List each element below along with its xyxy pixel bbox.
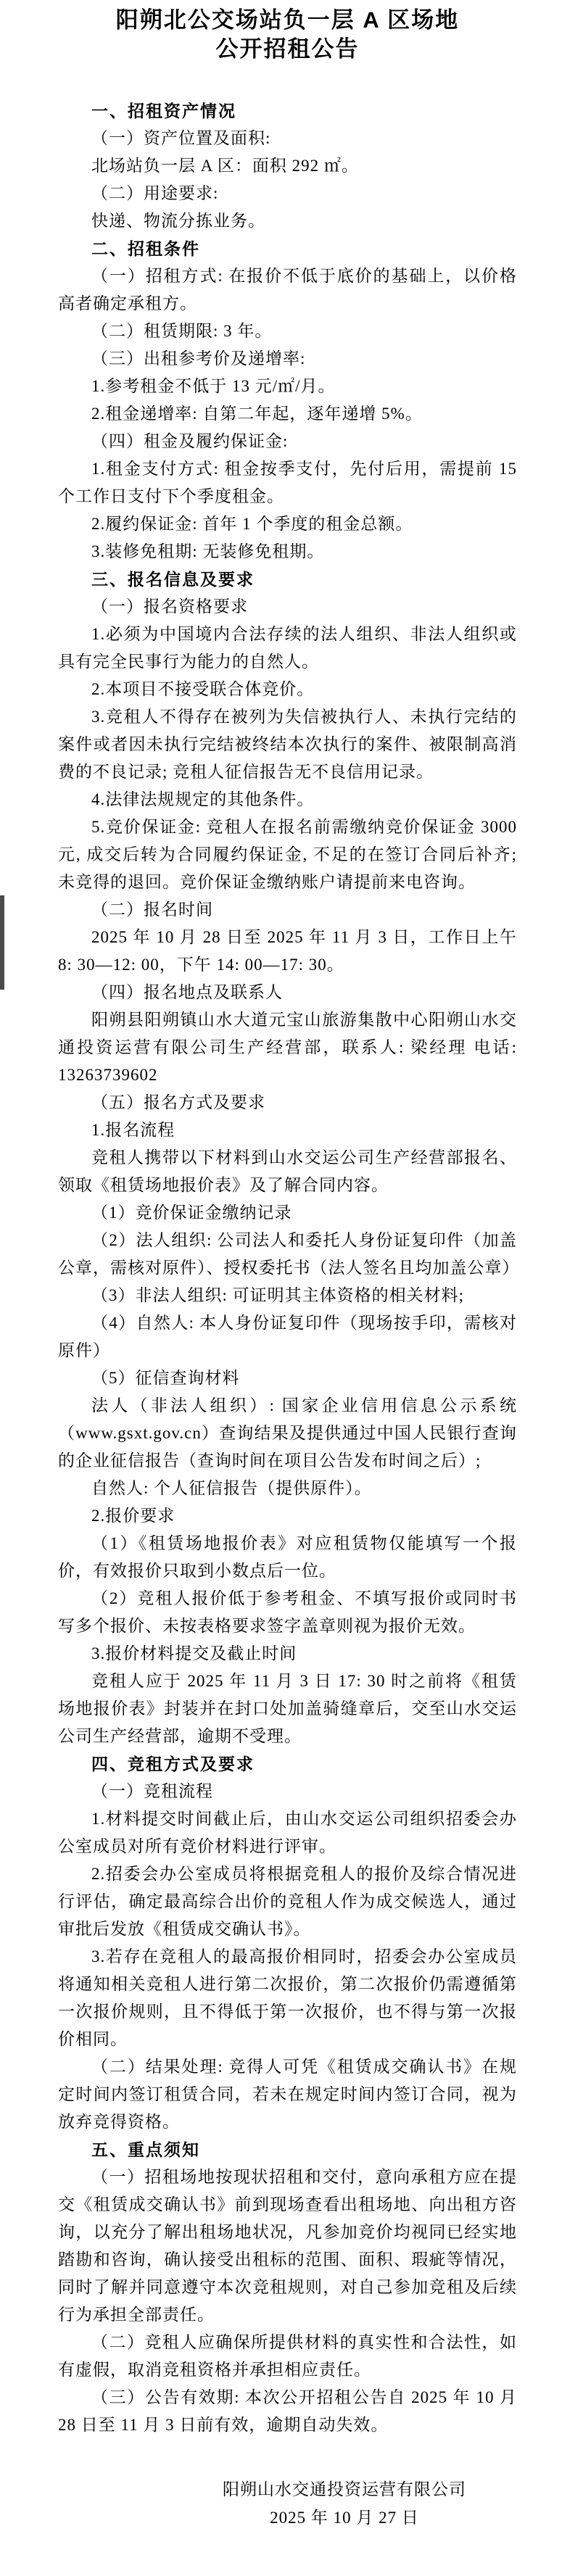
paragraph: 3.报价材料提交及截止时间 (91, 1644, 297, 1662)
paragraph: 竞租人应于 2025 年 11 月 3 日 17: 30 时之前将《租赁场地报价表》封装并在封口处加盖骑缝章后，交至山水交运公司生产经营部，逾期不受理。 (58, 1672, 517, 1745)
page-title (0, 0, 575, 64)
paragraph: 3.竞租人不得存在被列为失信被执行人、未执行完结的案件或者因未执行完结被终结本次执行的案件、被限制高消费的不良记录; 竞租人征信报告无不良信用记录。 (58, 708, 517, 781)
section-heading: 一、招租资产情况 (91, 102, 236, 120)
paragraph: 自然人: 个人征信报告（提供原件）。 (91, 1479, 372, 1497)
paragraph: 2.履约保证金: 首年 1 个季度的租金总额。 (91, 515, 413, 533)
paragraph: （2）竞租人报价低于参考租金、不填写报价或同时书写多个报价、未按表格要求签字盖章则视为报价无效。 (58, 1589, 517, 1635)
paragraph: 1.材料提交时间截止后，由山水交运公司组织招委会办公室成员对所有竞价材料进行评审。 (58, 1810, 517, 1855)
paragraph: （2）法人组织: 公司法人和委托人身份证复印件（加盖公章，需核对原件）、授权委托书（法人签名且均加盖公章） (58, 1231, 520, 1277)
paragraph: 4.法律法规规定的其他条件。 (91, 790, 315, 808)
paragraph: （四）报名地点及联系人 (91, 983, 283, 1001)
paragraph: （二）用途要求: (91, 184, 219, 202)
page-title-line2: 公开招租公告 (215, 36, 360, 62)
paragraph: （一）资产位置及面积: (91, 129, 271, 147)
paragraph: （二）租赁期限: 3 年。 (91, 322, 273, 340)
paragraph: 5.竞价保证金: 竞租人在报名前需缴纳竞价保证金 3000 元, 成交后转为合同履约保证金, 不足的在签订合同后补齐; 未竞得的退回。竞价保证金缴纳账户请提前来电咨询。 (58, 818, 517, 891)
paragraph: 1.租金支付方式: 租金按季支付，先付后用，需提前 15 个工作日支付下个季度租金。 (58, 460, 517, 505)
paragraph: （二）结果处理: 竞得人可凭《租赁成交确认书》在规定时间内签订租赁合同，若未在规定时间内签订合同，视为放弃竞得资格。 (58, 2058, 517, 2131)
paragraph: （一）报名资格要求 (91, 597, 248, 616)
section-heading: 二、招租条件 (91, 239, 200, 258)
scrollbar-thumb[interactable] (0, 895, 4, 990)
paragraph: 竞租人携带以下材料到山水交运公司生产经营部报名、领取《租赁场地报价表》及了解合同内容。 (58, 1148, 517, 1194)
document-body (58, 97, 520, 2439)
signature-block (223, 2475, 466, 2532)
paragraph: （五）报名方式及要求 (91, 1093, 265, 1111)
paragraph: （一）招租场地按现状招租和交付，意向承租方应在提交《租赁成交确认书》前到现场查看出租场地、向出租方咨询，以充分了解出租场地状况，凡参加竞价均视同已经实地踏勘和咨询，确认接受出租标的范围、面积、瑕疵等情况，同时了解并同意遵守本次竞租规则，对自己参加竞租及后续行为承担全部责任。 (58, 2168, 517, 2324)
paragraph: 2.报价要求 (91, 1507, 175, 1525)
paragraph: 1.报名流程 (91, 1121, 175, 1139)
paragraph: 阳朔县阳朔镇山水大道元宝山旅游集散中心阳朔山水交通投资运营有限公司生产经营部，联系人: 梁经理 电话: 13263739602 (58, 1011, 517, 1084)
paragraph: （二）报名时间 (91, 900, 213, 919)
paragraph: 1.必须为中国境内合法存续的法人组织、非法人组织或具有完全民事行为能力的自然人。 (58, 625, 517, 671)
paragraph: （1）竞价保证金缴纳记录 (91, 1204, 292, 1222)
paragraph: （三）公告有效期: 本次公开招租公告自 2025 年 10 月 28 日至 11 月 3 日前有效，逾期自动失效。 (58, 2388, 517, 2434)
paragraph: 法人（非法人组织）: 国家企业信用信息公示系统（www.gsxt.gov.cn）查询结果及提供通过中国人民银行查询的企业征信报告（查询时间在项目公告发布时间之后）; (58, 1396, 517, 1470)
paragraph: 2.租金递增率: 自第二年起，逐年递增 5%。 (91, 405, 423, 423)
section-heading: 三、报名信息及要求 (91, 570, 255, 589)
paragraph: （二）竞租人应确保所提供材料的真实性和合法性，如有虚假，取消竞租资格并承担相应责任。 (58, 2333, 517, 2379)
paragraph: 2.本项目不接受联合体竞价。 (91, 680, 315, 698)
paragraph: （4）自然人: 本人身份证复印件（现场按手印，需核对原件） (58, 1314, 517, 1359)
paragraph: 2.招委会办公室成员将根据竞租人的报价及综合情况进行评估，确定最高综合出价的竞租人作为成交候选人，通过审批后发放《租赁成交确认书》。 (58, 1865, 517, 1938)
paragraph: （三）出租参考价及递增率: (91, 349, 306, 368)
paragraph: 北场站负一层 A 区：面积 292 ㎡。 (91, 157, 359, 175)
section-heading: 四、竞租方式及要求 (91, 1755, 255, 1773)
paragraph: 3.若存在竞租人的最高报价相同时，招委会办公室成员将通知相关竞租人进行第二次报价，第二次报价仍需遵循第一次报价规则，且不得低于第一次报价，也不得与第一次报价相同。 (58, 1947, 517, 2048)
issue-date: 2025 年 10 月 27 日 (270, 2509, 419, 2527)
paragraph: 快递、物流分拣业务。 (91, 212, 265, 230)
paragraph: （1）《租赁场地报价表》对应租赁物仅能填写一个报价，有效报价只取到小数点后一位。 (58, 1534, 517, 1580)
paragraph: （四）租金及履约保证金: (91, 432, 289, 450)
paragraph: （3）非法人组织: 可证明其主体资格的相关材料; (91, 1286, 465, 1304)
paragraph: （5）征信查询材料 (91, 1369, 240, 1387)
paragraph: 2025 年 10 月 28 日至 2025 年 11 月 3 日，工作日上午 8: 30—12: 00，下午 14: 00—17: 30。 (58, 928, 517, 974)
paragraph: （一）招租方式: 在报价不低于底价的基础上，以价格高者确定承租方。 (58, 267, 517, 312)
paragraph: 3.装修免租期: 无装修免租期。 (91, 542, 325, 560)
section-heading: 五、重点须知 (91, 2140, 200, 2159)
page-title-line1: 阳朔北公交场站负一层 A 区场地 (115, 7, 460, 33)
paragraph: （一）竞租流程 (91, 1782, 213, 1800)
paragraph: 1.参考租金不低于 13 元/㎡/月。 (91, 377, 336, 395)
issuer-name: 阳朔山水交通投资运营有限公司 (223, 2480, 466, 2498)
